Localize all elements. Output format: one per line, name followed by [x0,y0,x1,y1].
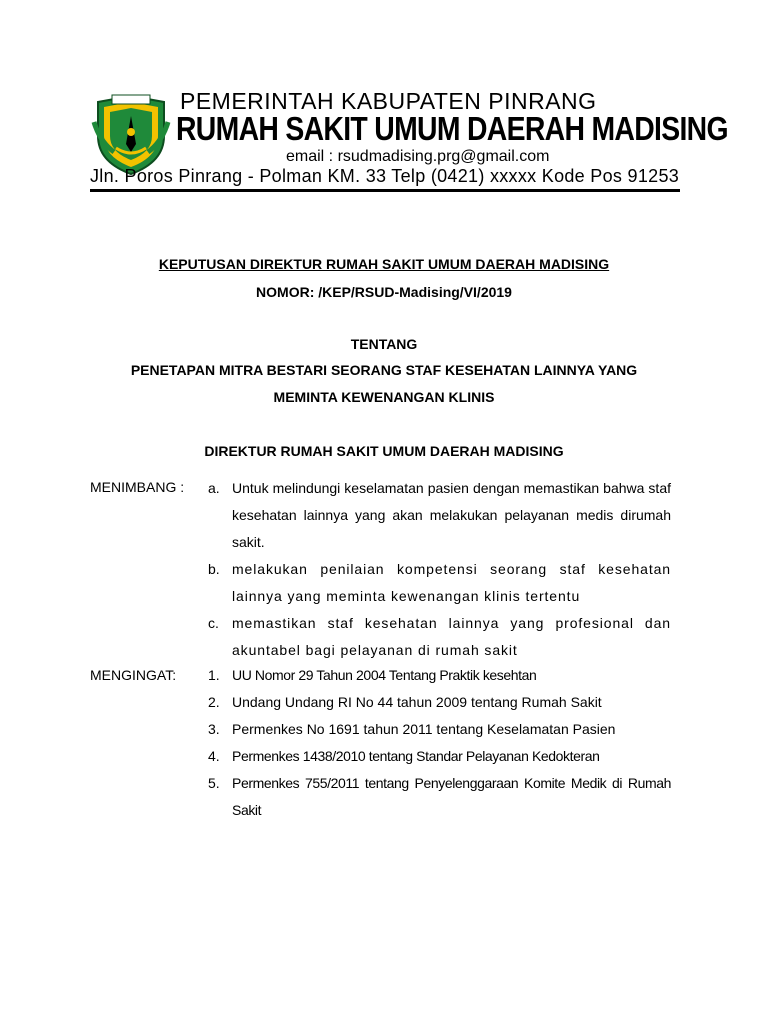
letterhead-address: Jln. Poros Pinrang - Polman KM. 33 Telp (0421) xxxxx Kode Pos 91253 [90,166,680,186]
mengingat-item [208,662,671,689]
menimbang-item [208,610,671,664]
mengingat-item [208,716,671,743]
regency-crest-icon [90,92,172,176]
mengingat-item [208,689,671,716]
letterhead-hospital-name: RUMAH SAKIT UMUM DAERAH MADISING [176,110,728,147]
letterhead [90,86,728,196]
menimbang-label: MENIMBANG : [90,479,185,495]
item-text: Permenkes 1438/2010 tentang Standar Pelayanan Kedokteran [232,748,600,764]
decree-subject-line1: PENETAPAN MITRA BESTARI SEORANG STAF KESEHATAN LAINNYA YANG [130,362,638,378]
letterhead-email: email : rsudmadising.prg@gmail.com [286,148,550,165]
mengingat-item [208,743,671,770]
item-text: UU Nomor 29 Tahun 2004 Tentang Praktik kesehtan [232,667,537,683]
menimbang-item [208,556,671,610]
item-marker: b. [208,561,220,577]
decree-title: KEPUTUSAN DIREKTUR RUMAH SAKIT UMUM DAERAH MADISING [158,256,610,272]
menimbang-item [208,475,671,556]
letterhead-government: PEMERINTAH KABUPATEN PINRANG [180,88,597,114]
letterhead-rule [90,189,680,192]
decree-number: NOMOR: /KEP/RSUD-Madising/VI/2019 [256,284,512,300]
mengingat-item [208,770,671,824]
item-text: Undang Undang RI No 44 tahun 2009 tentang Rumah Sakit [232,694,602,710]
item-text: Permenkes No 1691 tahun 2011 tentang Keselamatan Pasien [232,721,616,737]
item-marker: 4. [208,748,220,764]
item-text: memastikan staf kesehatan lainnya yang profesional dan akuntabel bagi pelayanan di rumah sakit [232,615,671,658]
item-text: Untuk melindungi keselamatan pasien dengan memastikan bahwa staf kesehatan lainnya yang akan melakukan pelayanan medis dirumah sakit. [232,480,671,550]
item-text: Permenkes 755/2011 tentang Penyelenggaraan Komite Medik di Rumah Sakit [232,775,671,818]
item-marker: a. [208,480,220,496]
mengingat-label: MENGINGAT: [90,667,177,683]
item-marker: 1. [208,667,220,683]
decree-issuer: DIREKTUR RUMAH SAKIT UMUM DAERAH MADISING [204,443,564,459]
item-marker: 3. [208,721,220,737]
decree-subject-line2: MEMINTA KEWENANGAN KLINIS [273,389,495,405]
decree-about: TENTANG [350,336,418,352]
item-marker: 2. [208,694,220,710]
item-text: melakukan penilaian kompetensi seorang staf kesehatan lainnya yang meminta kewenangan klinis tertentu [232,561,671,604]
item-marker: c. [208,615,219,631]
item-marker: 5. [208,775,220,791]
